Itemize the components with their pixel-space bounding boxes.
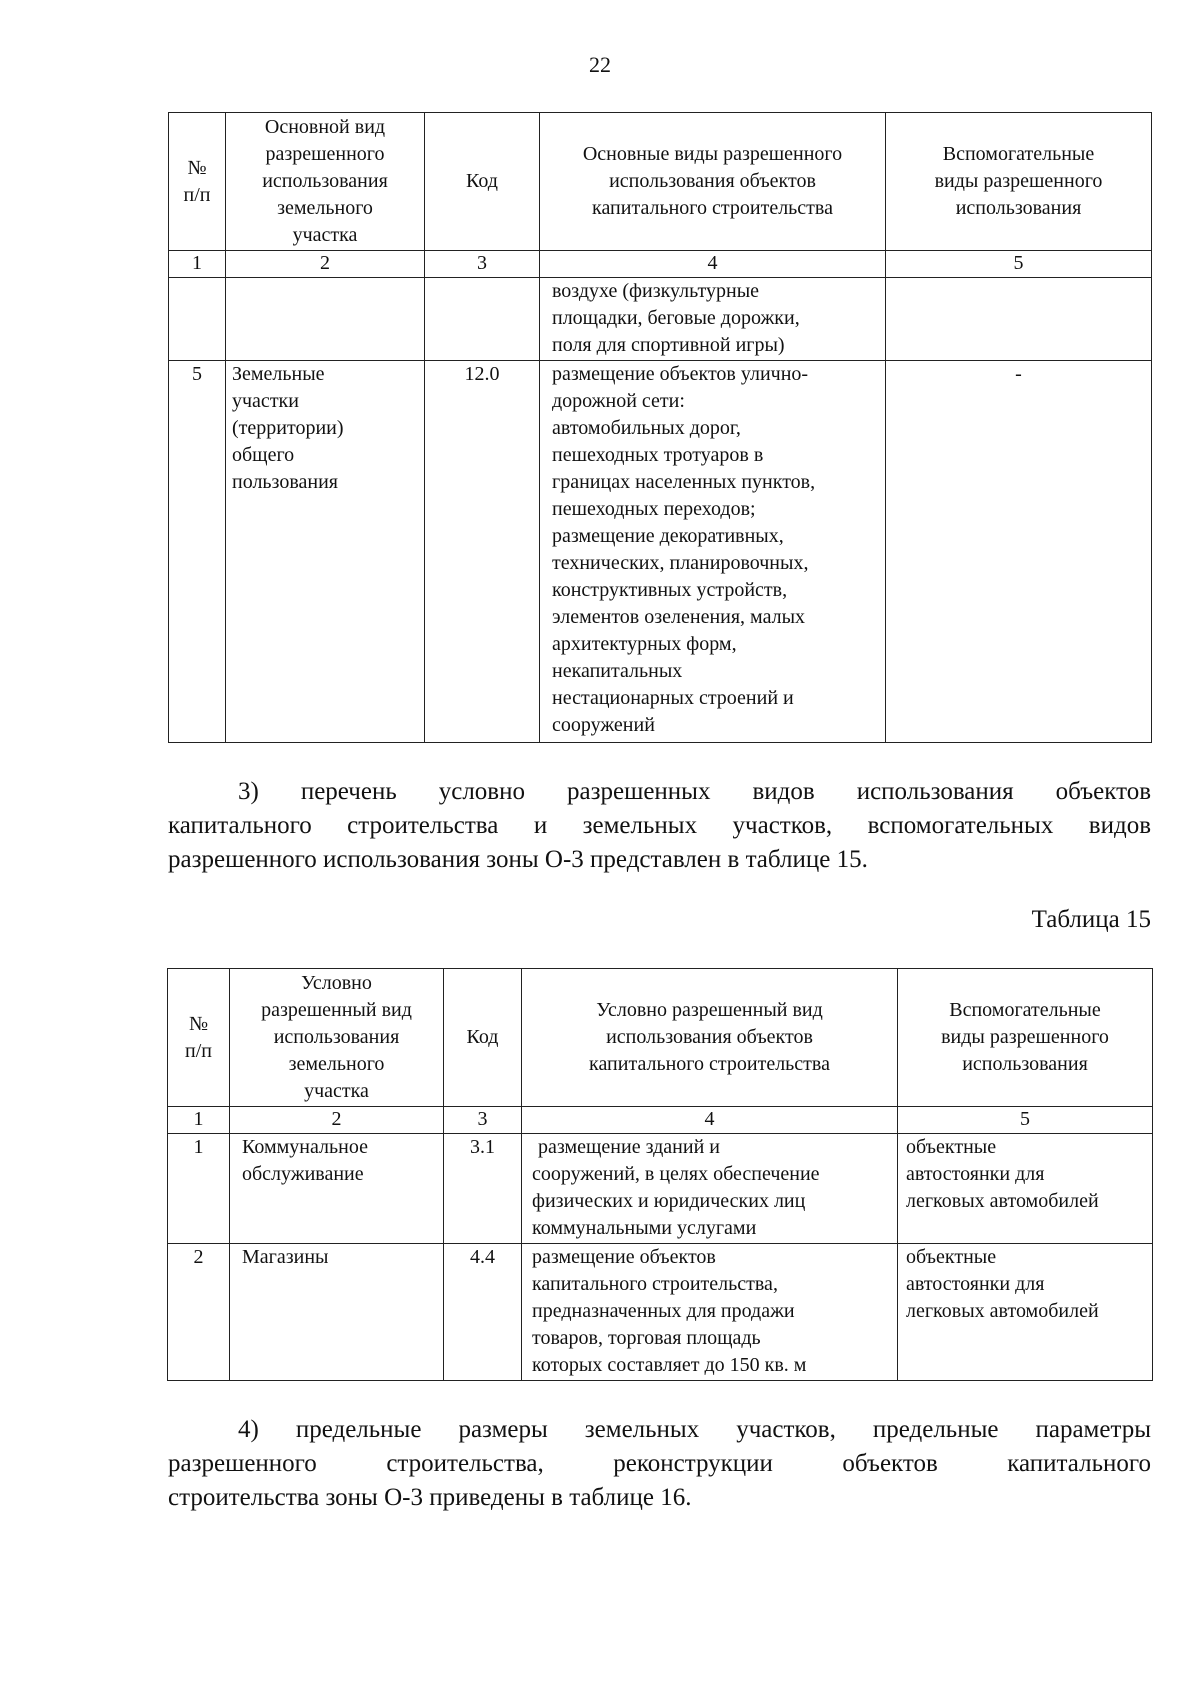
row-type-cell (226, 278, 425, 361)
row-capital-cell: размещение зданий и сооружений, в целях обеспечение физических и юридических лиц коммунальными услугами (522, 1134, 898, 1244)
table-row (168, 1134, 1153, 1244)
table-row (168, 1244, 1153, 1381)
conditional-use-table (167, 968, 1153, 1381)
table-header-row (169, 113, 1152, 251)
row-num-cell (169, 278, 226, 361)
row-code-cell: 4.4 (444, 1244, 522, 1381)
col-number: 5 (898, 1107, 1153, 1134)
row-type-cell: Земельные участки (территории) общего пользования (226, 361, 425, 743)
paragraph-line: разрешенного строительства, реконструкции объектов капитального (168, 1450, 1151, 1477)
col-number: 1 (168, 1107, 230, 1134)
row-capital-cell: размещение объектов улично- дорожной сети: автомобильных дорог, пешеходных тротуаров в границах населенных пунктов, пешеходных переходов; размещение декоративных, технических, планировочных, конструктивных устройств, элементов озеленения, малых архитектурных форм, некапитальных нестационарных строений и сооружений (540, 361, 886, 743)
col-number: 5 (886, 251, 1152, 278)
header-capital: Условно разрешенный вид использования объектов капитального строительства (522, 969, 898, 1107)
header-aux: Вспомогательные виды разрешенного использования (898, 969, 1153, 1107)
page-number: 22 (589, 52, 611, 77)
header-capital: Основные виды разрешенного использования объектов капитального строительства (540, 113, 886, 251)
row-num-cell: 2 (168, 1244, 230, 1381)
header-main-type: Основной вид разрешенного использования земельного участка (226, 113, 425, 251)
table-header-row (168, 969, 1153, 1107)
paragraph-4 (168, 1413, 1151, 1515)
column-number-row (169, 251, 1152, 278)
col-number: 2 (230, 1107, 444, 1134)
header-num: № п/п (168, 969, 230, 1107)
row-capital-cell: воздухе (физкультурные площадки, беговые дорожки, поля для спортивной игры) (540, 278, 886, 361)
row-aux-cell: объектные автостоянки для легковых автомобилей (898, 1134, 1153, 1244)
header-code: Код (444, 969, 522, 1107)
table-row (169, 361, 1152, 743)
col-number: 4 (522, 1107, 898, 1134)
row-type-cell: Коммунальное обслуживание (230, 1134, 444, 1244)
header-code: Код (425, 113, 540, 251)
column-number-row (168, 1107, 1153, 1134)
paragraph-line: 4) предельные размеры земельных участков, предельные параметры (238, 1416, 1151, 1443)
row-code-cell: 3.1 (444, 1134, 522, 1244)
paragraph-line: 3) перечень условно разрешенных видов использования объектов (238, 778, 1151, 805)
col-number: 4 (540, 251, 886, 278)
col-number: 2 (226, 251, 425, 278)
header-aux: Вспомогательные виды разрешенного использования (886, 113, 1152, 251)
row-code-cell (425, 278, 540, 361)
paragraph-line: капитального строительства и земельных участков, вспомогательных видов (168, 812, 1151, 839)
row-aux-cell: объектные автостоянки для легковых автомобилей (898, 1244, 1153, 1381)
row-aux-cell (886, 278, 1152, 361)
row-capital-cell: размещение объектов капитального строительства, предназначенных для продажи товаров, торговая площадь которых составляет до 150 кв. м (522, 1244, 898, 1381)
paragraph-line: разрешенного использования зоны О-3 представлен в таблице 15. (168, 846, 868, 873)
row-num-cell: 5 (169, 361, 226, 743)
col-number: 3 (444, 1107, 522, 1134)
col-number: 1 (169, 251, 226, 278)
paragraph-line: строительства зоны О-3 приведены в таблице 16. (168, 1484, 692, 1511)
row-aux-cell: - (886, 361, 1152, 743)
paragraph-3 (168, 775, 1151, 877)
col-number: 3 (425, 251, 540, 278)
row-code-cell: 12.0 (425, 361, 540, 743)
permitted-use-table-continued (168, 112, 1152, 743)
row-type-cell: Магазины (230, 1244, 444, 1381)
table-caption: Таблица 15 (1031, 906, 1151, 933)
row-num-cell: 1 (168, 1134, 230, 1244)
table-row (169, 278, 1152, 361)
header-cond-type: Условно разрешенный вид использования земельного участка (230, 969, 444, 1107)
header-num: № п/п (169, 113, 226, 251)
